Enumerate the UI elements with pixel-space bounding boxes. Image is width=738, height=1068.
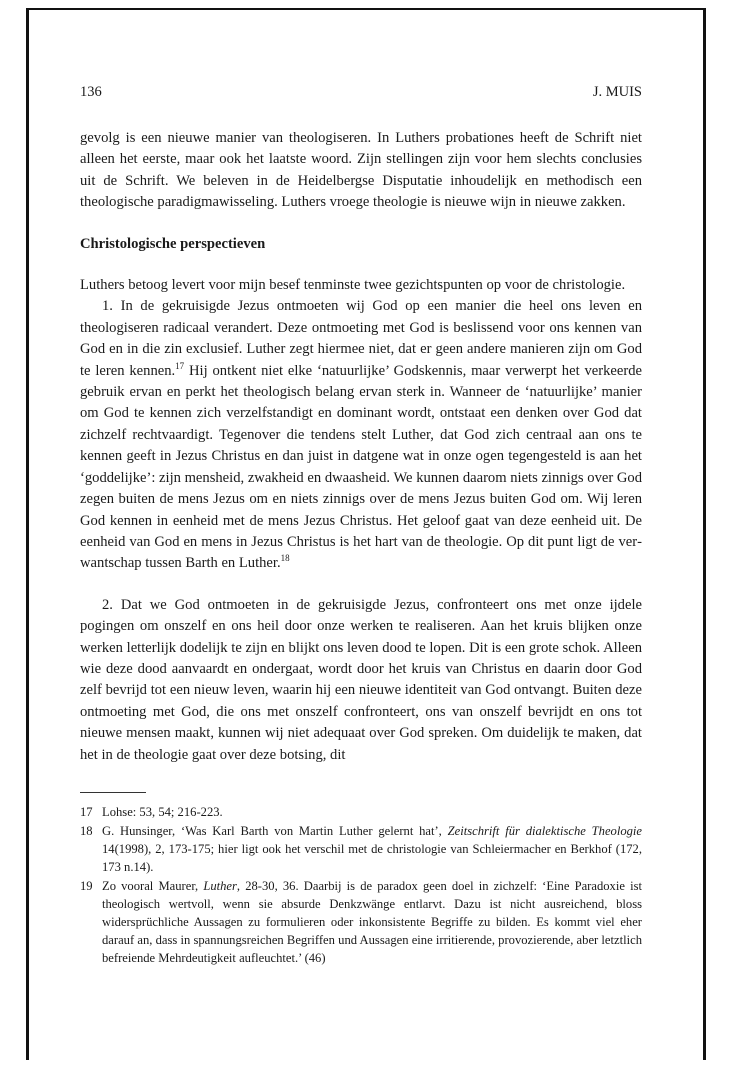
scan-edge-top [26,8,706,10]
paragraph-2: Luthers betoog levert voor mijn besef tenminste twee gezichtspunten op voor de christologie. [80,277,626,294]
footnote-text: Lohse: 53, 54; 216-223. [102,804,223,819]
footnote-text-pre: G. Hunsinger, ‘Was Karl Barth von Martin Luther gelernt hat’, [102,823,448,838]
running-head [80,82,642,102]
footnote-text-pre: Zo vooral Maurer, [102,878,204,893]
footnotes [80,803,642,967]
footnote-number: 19 [80,878,93,893]
paragraph-3 [80,296,642,574]
footnote-book-title: Luther [203,878,237,893]
footnote-19 [80,877,642,967]
footnote-text [102,822,642,876]
page-number: 136 [80,84,102,100]
paragraph-3-part-b: Hij ontkent niet elke ‘natuurlijke’ Godskennis, maar verwerpt het verkeerde gebruik ervan en perkt het theologisch belang ervan sterk in. Wanneer de ‘natuurlijke’ manier om God te kennen zich verzelfstandigt en dominant wordt, ontstaat een denken over God dat zichzelf rechtvaardigt. Tegenover die tendens stelt Luther, dat God zich centraal aan ons te kennen geeft in Jezus Christus en dan juist in datgene wat in onze ogen tegengesteld is aan het ‘goddelijke’: zijn mensheid, zwakheid en dwaasheid. We kunnen daarom niets zinnigs over God zegen buiten de mens Jezus om en niets zinnigs over de mens Jezus buiten God om. Wij leren God kennen in eenheid met de mens Jezus Christus. Het geloof gaat van deze eenheid uit. De eenheid van God en mens in Jezus Christus is het hart van de theologie. Op dit punt ligt de verwantschap tussen Barth en Luther. [80,362,642,572]
footnote-number: 18 [80,823,93,838]
footnote-17 [80,803,642,821]
footnote-rule [80,792,146,793]
footnote-text-post: 14(1998), 2, 173-175; hier ligt ook het verschil met de christologie van Schleiermacher en Berkhof (172, 173 n.14). [102,841,642,874]
footnote-text-post: , 28-30, 36. Daarbij is de paradox geen doel in zichzelf: ‘Eine Paradoxie ist theologisch wertvoll, wenn sie absurde Denkzwänge entlarvt. Dazu ist nicht ausreichend, bloss widersprüchliche Aussagen zu formulieren oder inkonsistente Begriffe zu bilden. Es kommt viel eher darauf an, dass in spannungsreichen Begriffen und Aussagen eine irritierende, provozierende, aber letztlich befreiende Mehrdeutigkeit aufleuchtet.’ (46) [102,878,642,965]
running-author: J. MUIS [592,84,642,100]
paragraph-gap [80,575,642,595]
paragraph-1: gevolg is een nieuwe manier van theologiseren. In Luthers probationes heeft de Schrift niet alleen het eerste, maar ook het laatste woord. Zijn stellingen zijn voor hem slechts conclusies uit de Schrift. We beleven in de Heidelbergse Disputatie inhoudelijk en methodisch een theologische paradigmawisseling. Luthers vroege theologie is nieuwe wijn in nieuwe zakken. [80,130,642,211]
paragraph-3-part-a: 1. In de gekruisigde Jezus ontmoeten wij God op een manier die heel ons leven en theologiseren radicaal verandert. Deze ontmoeting met God is beslissend voor ons kennen van God en in die zin exclusief. Luther zegt hiermee niet, dat er geen andere manieren zijn om God te leren kennen. [80,298,642,379]
footnote-ref-17: 17 [175,360,185,371]
footnote-18 [80,822,642,876]
scan-edge-right [703,8,706,1060]
footnote-ref-18: 18 [280,553,290,564]
book-page [80,82,642,968]
section-heading: Christologische perspectieven [80,235,266,252]
footnote-number: 17 [80,804,93,819]
scan-edge-left [26,8,29,1060]
paragraph-4: 2. Dat we God ontmoeten in de gekruisigde Jezus, confronteert ons met onze ijdele pogingen om onszelf en ons heil door onze werken te realiseren. Aan het kruis blijken onze werken letterlijk dodelijk te zijn en blijkt ons leven dood te lopen. Dit is een grote schok. Alleen wie deze dood aanvaardt en ondergaat, wordt door het kruis van Christus en daarin door God zelf bevrijd tot een nieuw leven, waarin hij een nieuwe identiteit van God ontvangt. Buiten deze ontmoeting met God, die ons met onszelf confronteert, ons van onszelf bevrijdt en ons tot nieuwe mensen maakt, kunnen wij niet adequaat over God spreken. Om duidelijk te maken, dat het in de theologie gaat over deze botsing, dit [80,596,642,763]
footnote-text [102,877,642,967]
footnote-journal-title: Zeitschrift für dialektische Theologie [447,823,643,838]
